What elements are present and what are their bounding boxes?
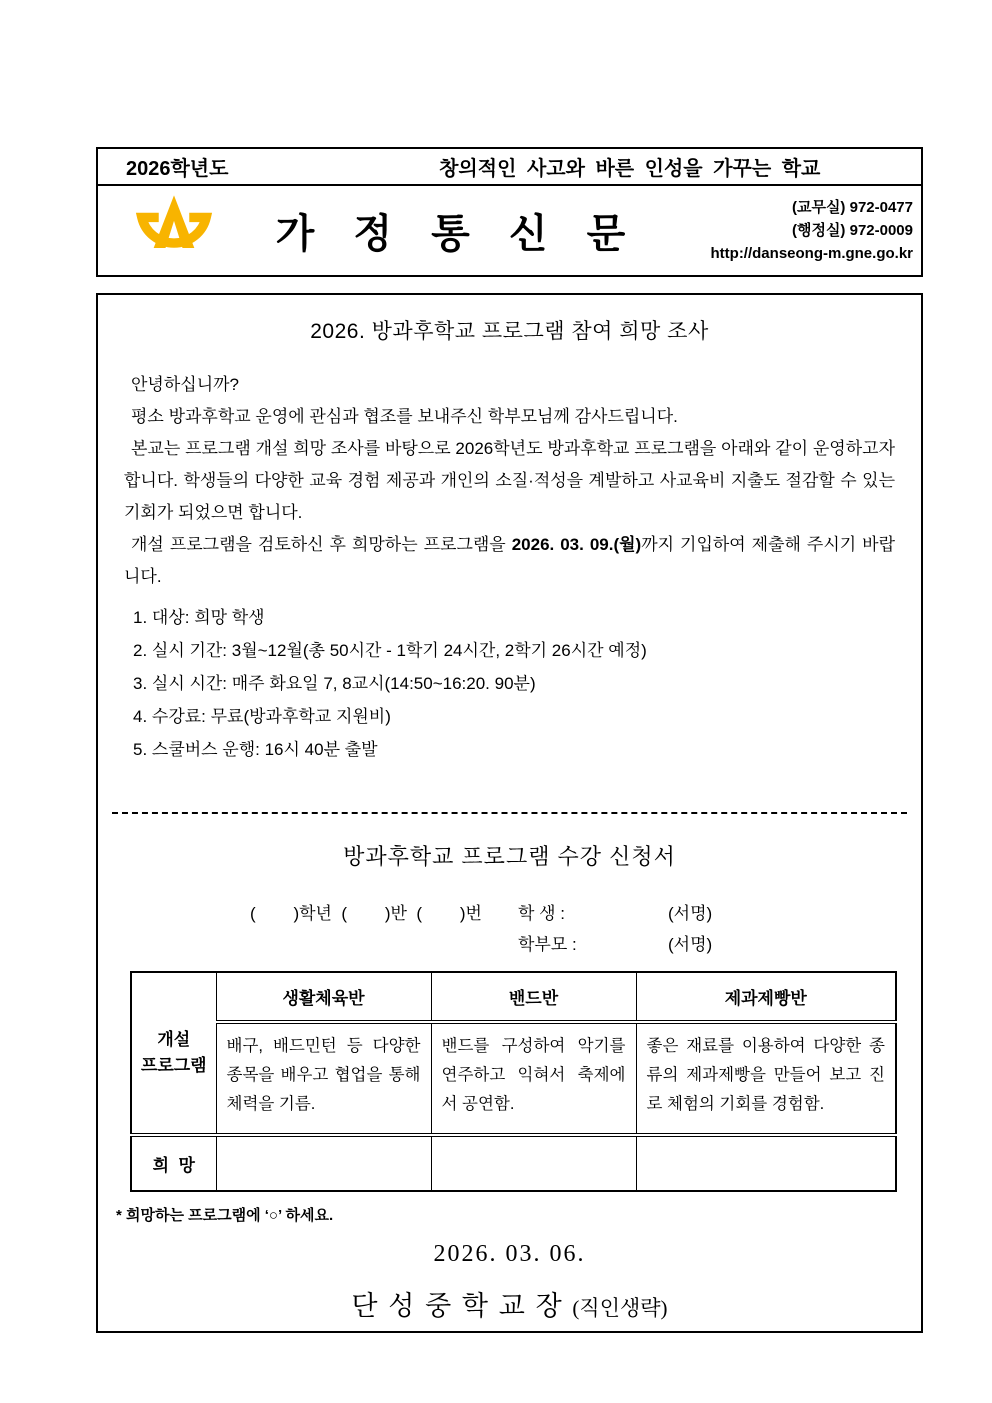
program-desc-baking: 좋은 재료를 이용하여 다양한 종류의 제과제빵을 만들어 보고 진로 체험의 기회를 경험함.	[636, 1022, 896, 1135]
program-name-baking: 제과제빵반	[636, 972, 896, 1022]
seal-omitted-note: (직인생략)	[572, 1296, 668, 1320]
list-item-period: 2. 실시 기간: 3월~12월(총 50시간 - 1학기 24시간, 2학기 26시간 예정)	[133, 641, 647, 660]
parent-label: 학부모 :	[518, 935, 577, 954]
mark-instruction-note: * 희망하는 프로그램에 ‘○’ 하세요.	[116, 1207, 334, 1224]
program-table	[130, 971, 897, 1192]
application-title: 방과후학교 프로그램 수강 신청서	[343, 844, 676, 869]
application-form	[124, 899, 895, 961]
student-signature-label: (서명)	[668, 904, 713, 923]
table-row	[131, 1022, 896, 1135]
document-title: 가 정 통 신 문	[275, 212, 640, 256]
program-desc-sports: 배구, 배드민턴 등 다양한 종목을 배우고 협업을 통해 체력을 기름.	[216, 1022, 431, 1135]
letterhead-main-row	[98, 186, 921, 275]
hope-input-cell-band[interactable]	[431, 1135, 636, 1191]
row-header-hope: 희 망	[131, 1135, 216, 1191]
grade-class-number-blanks: ( )학년 ( )반 ( )번	[250, 904, 482, 923]
cut-line-divider	[112, 812, 907, 814]
table-row	[131, 972, 896, 1022]
hope-input-cell-baking[interactable]	[636, 1135, 896, 1191]
school-slogan: 창의적인 사고와 바른 인성을 가꾸는 학교	[439, 158, 821, 180]
program-name-sports: 생활체육반	[216, 972, 431, 1022]
school-year: 2026학년도	[126, 158, 229, 180]
list-item-target: 1. 대상: 희망 학생	[133, 608, 265, 627]
paragraph-plan: 본교는 프로그램 개설 희망 조사를 바탕으로 2026학년도 방과후학교 프로그램을 아래와 같이 운영하고자 합니다. 학생들의 다양한 교육 경험 제공과 개인의 소질·적성을 계발하고 사교육비 지출도 절감할 수 있는 기회가 되었으면 합니다.	[124, 439, 895, 522]
program-desc-band: 밴드를 구성하여 악기를 연주하고 익혀서 축제에서 공연함.	[431, 1022, 636, 1135]
deadline-text-before: 개설 프로그램을 검토하신 후 희망하는 프로그램을	[131, 535, 512, 554]
contact-admin-phone: (행정실) 972-0009	[791, 221, 913, 239]
school-website-url: http://danseong-m.gne.go.kr	[710, 245, 913, 263]
student-label: 학 생 :	[518, 904, 566, 923]
notice-body	[96, 293, 923, 1333]
notice-item-list	[124, 601, 895, 766]
list-item-fee: 4. 수강료: 무료(방과후학교 지원비)	[133, 707, 391, 726]
hope-input-cell-sports[interactable]	[216, 1135, 431, 1191]
principal-name: 단 성 중 학 교 장	[351, 1291, 562, 1321]
program-name-band: 밴드반	[431, 972, 636, 1022]
notice-paragraphs	[124, 369, 895, 593]
school-emblem-icon	[122, 192, 226, 270]
notice-title: 2026. 방과후학교 프로그램 참여 희망 조사	[310, 320, 709, 343]
parent-signature-label: (서명)	[668, 935, 713, 954]
paragraph-thanks: 평소 방과후학교 운영에 관심과 협조를 보내주신 학부모님께 감사드립니다.	[131, 407, 678, 426]
list-item-time: 3. 실시 시간: 매주 화요일 7, 8교시(14:50~16:20. 90분)	[133, 674, 536, 693]
deadline-date: 2026. 03. 09.(월)	[511, 535, 642, 554]
paragraph-deadline	[124, 529, 895, 593]
contact-office-phone: (교무실) 972-0477	[791, 198, 913, 216]
greeting-line: 안녕하십니까?	[131, 375, 239, 394]
deadline-text-after: 까지 기입하여 제출해 주시기 바랍니다.	[124, 535, 895, 586]
letterhead-top-row	[98, 149, 921, 186]
issue-date: 2026. 03. 06.	[433, 1241, 586, 1267]
table-row	[131, 1135, 896, 1191]
principal-signature-line	[124, 1284, 895, 1323]
letterhead	[96, 147, 923, 277]
list-item-bus: 5. 스쿨버스 운행: 16시 40분 출발	[133, 740, 378, 759]
contact-info	[675, 196, 913, 266]
row-header-open-programs: 개설 프로그램	[131, 972, 216, 1135]
